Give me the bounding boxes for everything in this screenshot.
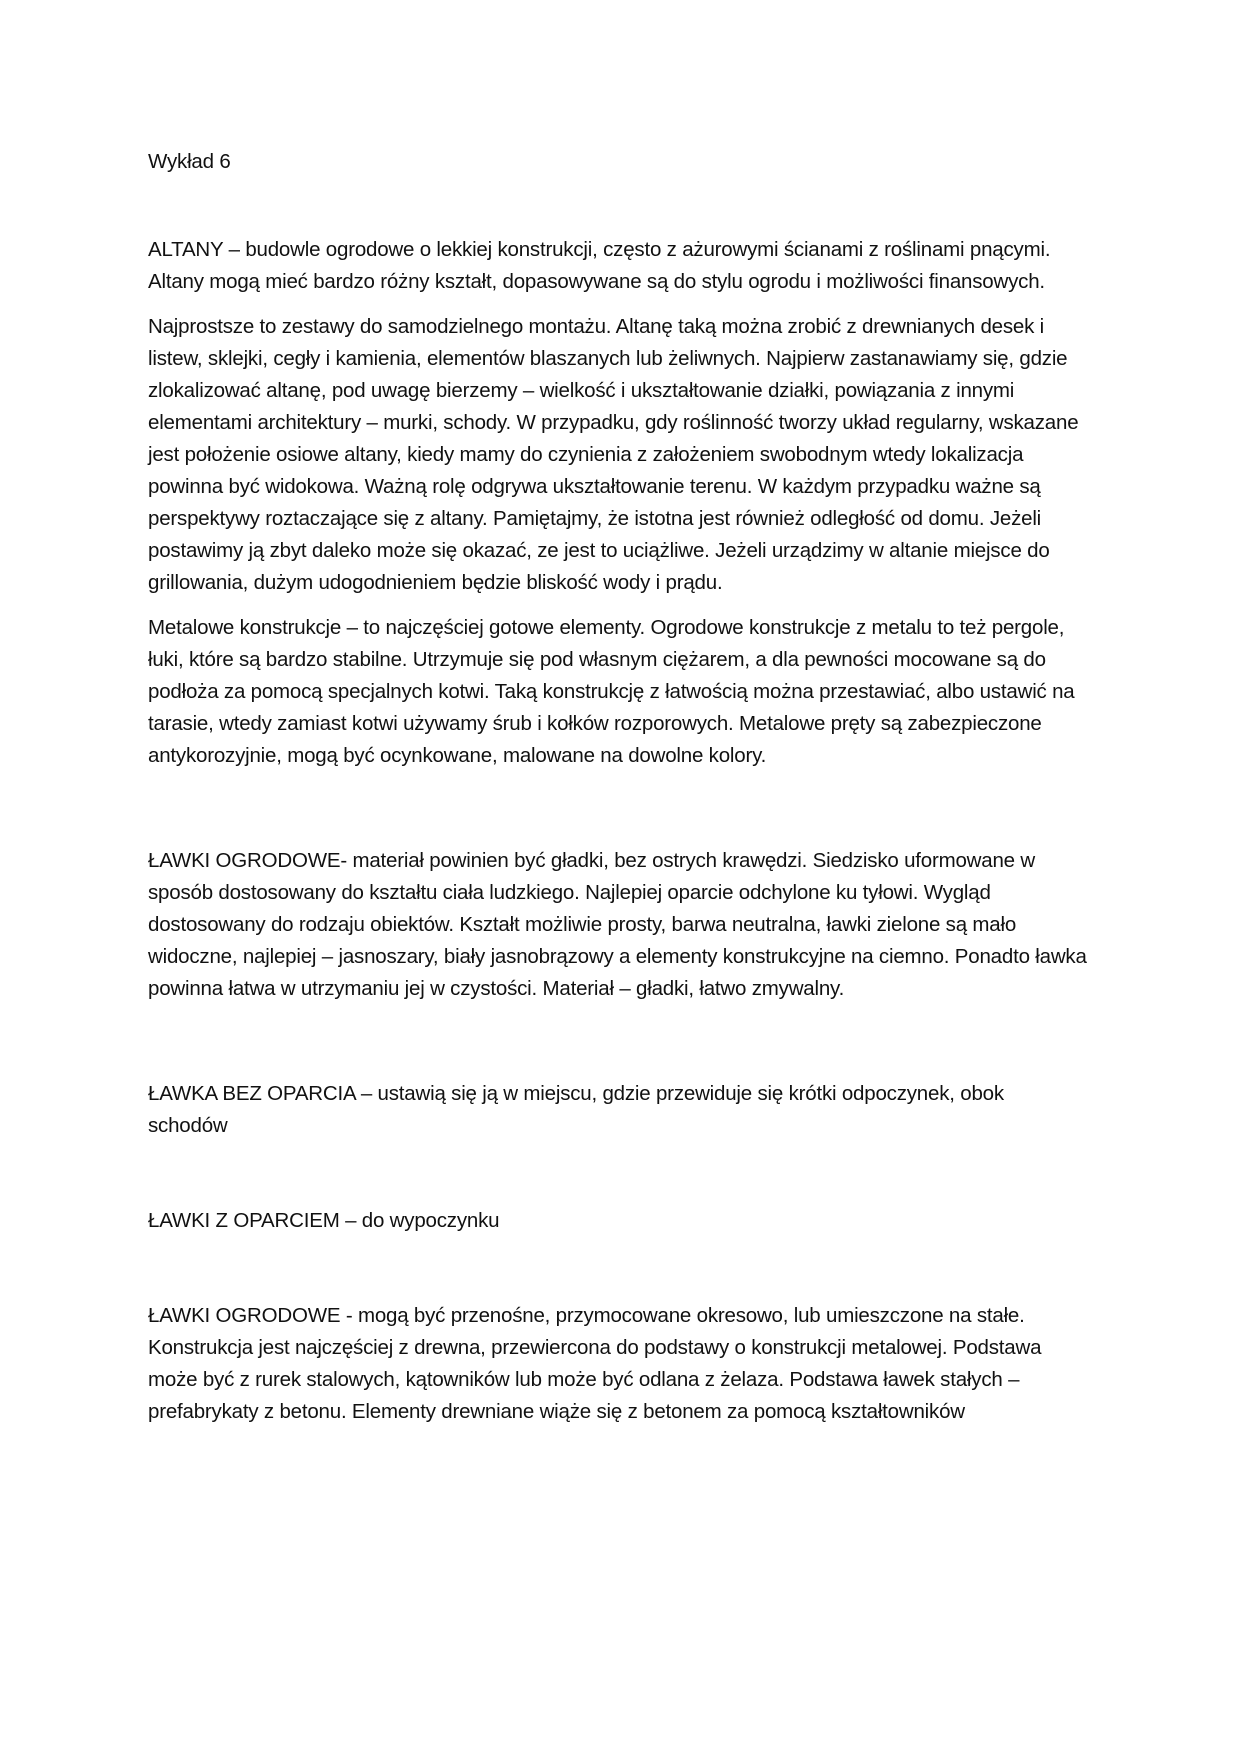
document-title: Wykład 6 bbox=[148, 150, 231, 173]
spacer bbox=[148, 599, 1088, 612]
paragraph-montaz: Najprostsze to zestawy do samodzielnego montażu. Altanę taką można zrobić z drewnianych desek i listew, sklejki, cegły i kamienia, elementów blaszanych lub żeliwnych. Najpierw zastanawiamy się, gdzie zlokalizować altanę, pod uwagę bierzemy – wielkość i ukształtowanie działki, powiązania z innymi elementami architektury – murki, schody. W przypadku, gdy roślinność tworzy układ regularny, wskazane jest położenie osiowe altany, kiedy mamy do czynienia z założeniem swobodnym wtedy lokalizacja powinna być widokowa. Ważną rolę odgrywa ukształtowanie terenu. W każdym przypadku ważne są perspektywy roztaczające się z altany. Pamiętajmy, że istotna jest również odległość od domu. Jeżeli postawimy ją zbyt daleko może się okazać, ze jest to uciążliwe. Jeżeli urządzimy w altanie miejsce do grillowania, dużym udogodnieniem będzie bliskość wody i prądu. bbox=[148, 315, 1079, 594]
spacer bbox=[148, 178, 1088, 234]
document-body bbox=[148, 146, 1088, 1428]
spacer bbox=[148, 298, 1088, 311]
paragraph-altany: ALTANY – budowle ogrodowe o lekkiej konstrukcji, często z ażurowymi ścianami z roślinami pnącymi. Altany mogą mieć bardzo różny kształt, dopasowywane są do stylu ogrodu i możliwości finansowych. bbox=[148, 238, 1051, 293]
paragraph-metalowe-konstrukcje: Metalowe konstrukcje – to najczęściej gotowe elementy. Ogrodowe konstrukcje z metalu to też pergole, łuki, które są bardzo stabilne. Utrzymuje się pod własnym ciężarem, a dla pewności mocowane są do podłoża za pomocą specjalnych kotwi. Taką konstrukcję z łatwością można przestawiać, albo ustawić na tarasie, wtedy zamiast kotwi używamy śrub i kołków rozporowych. Metalowe pręty są zabezpieczone antykorozyjnie, mogą być ocynkowane, malowane na dowolne kolory. bbox=[148, 616, 1075, 767]
spacer bbox=[148, 1237, 1088, 1300]
spacer bbox=[148, 1142, 1088, 1205]
spacer bbox=[148, 772, 1088, 845]
paragraph-lawki-z-oparciem: ŁAWKI Z OPARCIEM – do wypoczynku bbox=[148, 1209, 500, 1232]
paragraph-lawki-ogrodowe-konstrukcja: ŁAWKI OGRODOWE - mogą być przenośne, przymocowane okresowo, lub umieszczone na stałe. Konstrukcja jest najczęściej z drewna, przewiercona do podstawy o konstrukcji metalowej. Podstawa może być z rurek stalowych, kątowników lub może być odlana z żelaza. Podstawa ławek stałych – prefabrykaty z betonu. Elementy drewniane wiąże się z betonem za pomocą kształtowników bbox=[148, 1304, 1042, 1423]
paragraph-lawka-bez-oparcia: ŁAWKA BEZ OPARCIA – ustawią się ją w miejscu, gdzie przewiduje się krótki odpoczynek, obok schodów bbox=[148, 1082, 1004, 1137]
paragraph-lawki-ogrodowe: ŁAWKI OGRODOWE- materiał powinien być gładki, bez ostrych krawędzi. Siedzisko uformowane w sposób dostosowany do kształtu ciała ludzkiego. Najlepiej oparcie odchylone ku tyłowi. Wygląd dostosowany do rodzaju obiektów. Kształt możliwie prosty, barwa neutralna, ławki zielone są mało widoczne, najlepiej – jasnoszary, biały jasnobrązowy a elementy konstrukcyjne na ciemno. Ponadto ławka powinna łatwa w utrzymaniu jej w czystości. Materiał – gładki, łatwo zmywalny. bbox=[148, 849, 1087, 1000]
spacer bbox=[148, 1005, 1088, 1078]
